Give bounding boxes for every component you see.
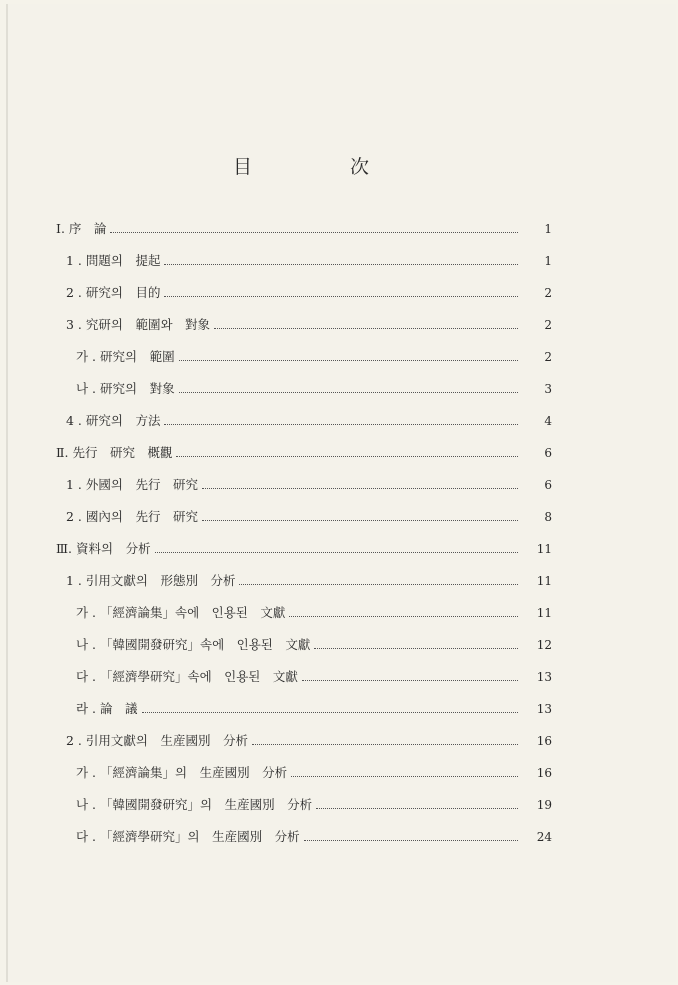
toc-entry bbox=[76, 603, 552, 623]
toc-page-number: 6 bbox=[544, 446, 552, 460]
dot-leader bbox=[179, 359, 518, 361]
toc-page-number: 6 bbox=[544, 478, 552, 492]
toc-page-number: 12 bbox=[536, 638, 552, 652]
toc-label: 다 . 「經濟學研究」의 生産國別 分析 bbox=[76, 829, 300, 844]
toc-page-number: 2 bbox=[544, 350, 552, 364]
toc-page-number: 11 bbox=[536, 606, 552, 620]
toc-entry bbox=[66, 315, 552, 335]
toc-label: 가 . 「經濟論集」속에 인용된 文獻 bbox=[76, 605, 286, 620]
toc-entry bbox=[76, 827, 552, 847]
dot-leader bbox=[302, 679, 518, 681]
toc-page-number: 4 bbox=[544, 414, 552, 428]
dot-leader bbox=[291, 775, 518, 777]
toc-entry bbox=[66, 731, 552, 751]
toc-entry bbox=[66, 475, 552, 495]
dot-leader bbox=[142, 711, 519, 713]
title-char-1: 目 bbox=[233, 156, 253, 178]
dot-leader bbox=[314, 647, 518, 649]
toc-label: 가 . 「經濟論集」의 生産國別 分析 bbox=[76, 765, 288, 780]
toc-entry bbox=[76, 667, 552, 687]
toc-page-number: 2 bbox=[544, 318, 552, 332]
toc-entry bbox=[76, 763, 552, 783]
toc-label: Ⅲ. 資料의 分析 bbox=[56, 541, 151, 556]
toc-page-number: 1 bbox=[544, 254, 552, 268]
toc-label: Ⅱ. 先行 研究 概觀 bbox=[56, 445, 173, 460]
dot-leader bbox=[164, 295, 518, 297]
toc-page-number: 8 bbox=[544, 510, 552, 524]
dot-leader bbox=[202, 519, 518, 521]
toc-entry bbox=[56, 219, 552, 239]
toc-entry bbox=[76, 347, 552, 367]
toc-page-number: 13 bbox=[536, 702, 552, 716]
toc-label: 4 . 研究의 方法 bbox=[66, 413, 161, 428]
toc-entry bbox=[66, 411, 552, 431]
dot-leader bbox=[164, 423, 518, 425]
toc-label: 가 . 研究의 範圍 bbox=[76, 349, 175, 364]
toc-label: 나 . 研究의 對象 bbox=[76, 381, 175, 396]
toc-label: 2 . 國內의 先行 研究 bbox=[66, 509, 198, 524]
dot-leader bbox=[164, 263, 518, 265]
dot-leader bbox=[214, 327, 518, 329]
toc-page-number: 11 bbox=[536, 542, 552, 556]
dot-leader bbox=[110, 231, 518, 233]
toc-entry bbox=[56, 539, 552, 559]
toc-page-number: 1 bbox=[544, 222, 552, 236]
toc-label: 라 . 論 議 bbox=[76, 701, 138, 716]
dot-leader bbox=[316, 807, 518, 809]
toc-entry bbox=[66, 507, 552, 527]
title-char-2: 次 bbox=[350, 156, 370, 178]
toc-label: 나 . 「韓國開發研究」속에 인용된 文獻 bbox=[76, 637, 311, 652]
toc-entry bbox=[66, 251, 552, 271]
dot-leader bbox=[289, 615, 518, 617]
toc-label: 2 . 研究의 目的 bbox=[66, 285, 161, 300]
toc-entry bbox=[66, 571, 552, 591]
toc-entry bbox=[76, 795, 552, 815]
toc-page-number: 19 bbox=[536, 798, 552, 812]
toc-entry bbox=[76, 699, 552, 719]
dot-leader bbox=[304, 839, 518, 841]
toc-page-number: 3 bbox=[544, 382, 552, 396]
toc-label: 1 . 引用文獻의 形態別 分析 bbox=[66, 573, 236, 588]
toc-page-number: 11 bbox=[536, 574, 552, 588]
toc-label: 3 . 究研의 範圍와 對象 bbox=[66, 317, 211, 332]
toc-entry bbox=[66, 283, 552, 303]
dot-leader bbox=[239, 583, 518, 585]
toc-label: Ⅰ. 序 論 bbox=[56, 221, 107, 236]
toc-page-number: 2 bbox=[544, 286, 552, 300]
toc-label: 1 . 問題의 提起 bbox=[66, 253, 161, 268]
toc-label: 1 . 外國의 先行 研究 bbox=[66, 477, 198, 492]
dot-leader bbox=[176, 455, 518, 457]
toc-page-number: 13 bbox=[536, 670, 552, 684]
dot-leader bbox=[202, 487, 518, 489]
toc-label: 2 . 引用文獻의 生産國別 分析 bbox=[66, 733, 248, 748]
toc-entry bbox=[76, 635, 552, 655]
toc-label: 다 . 「經濟學研究」속에 인용된 文獻 bbox=[76, 669, 298, 684]
toc-page-number: 16 bbox=[536, 734, 552, 748]
toc-page-number: 24 bbox=[536, 830, 552, 844]
dot-leader bbox=[155, 551, 518, 553]
dot-leader bbox=[252, 743, 518, 745]
toc-entry bbox=[56, 443, 552, 463]
toc-page-number: 16 bbox=[536, 766, 552, 780]
toc-label: 나 . 「韓國開發研究」의 生産國別 分析 bbox=[76, 797, 313, 812]
toc-entry bbox=[76, 379, 552, 399]
dot-leader bbox=[179, 391, 518, 393]
